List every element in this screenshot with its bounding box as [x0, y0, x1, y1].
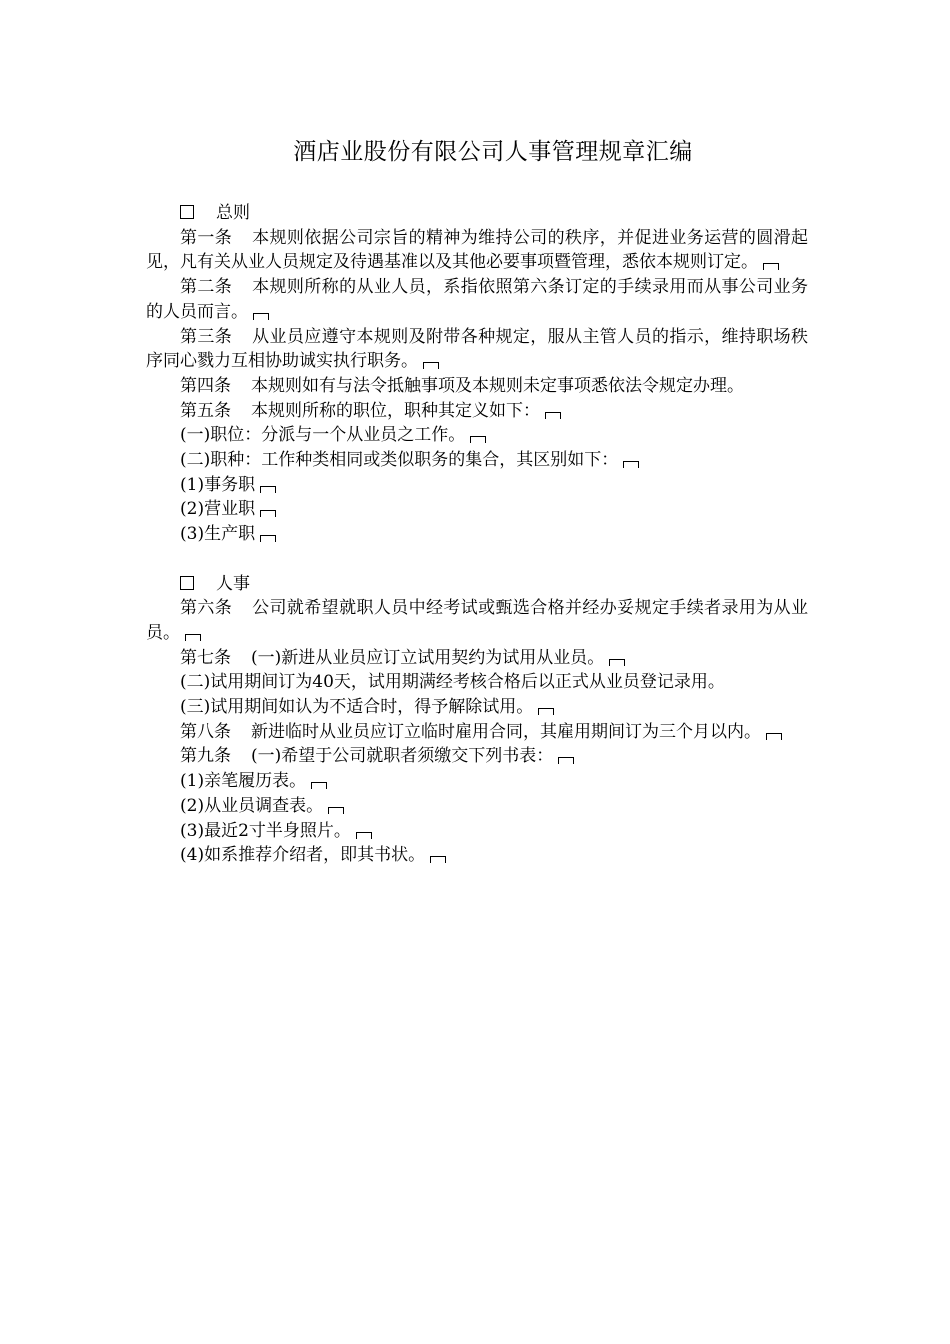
paragraph-mark-icon — [260, 486, 276, 493]
paragraph-mark-icon — [260, 510, 276, 517]
list-item-text: (3)生产职 — [180, 524, 256, 545]
list-item — [146, 843, 808, 868]
paragraph-mark-icon — [185, 634, 201, 641]
checkbox-square-icon — [180, 205, 194, 219]
article-paragraph — [146, 275, 808, 324]
paragraph-mark-icon — [766, 733, 782, 740]
paragraph-mark-icon — [253, 313, 269, 320]
list-item — [146, 695, 808, 720]
article-number: 第二条 — [180, 277, 233, 298]
article-paragraph — [146, 744, 808, 769]
paragraph-mark-icon — [609, 659, 625, 666]
list-item — [146, 794, 808, 819]
article-text: 本规则所称的从业人员，系指依照第六条订定的手续录用而从事公司业务的人员而言。 — [146, 277, 809, 322]
list-item — [146, 819, 808, 844]
list-item — [146, 522, 808, 547]
list-item-text: (1)亲笔履历表。 — [180, 771, 307, 792]
list-item — [146, 423, 808, 448]
article-text: 新进临时从业员应订立临时雇用合同，其雇用期间订为三个月以内。 — [251, 721, 761, 742]
article-text: (一)希望于公司就职者须缴交下列书表： — [251, 746, 554, 767]
paragraph-mark-icon — [311, 782, 327, 789]
article-paragraph — [146, 646, 808, 671]
list-item-text: (4)如系推荐介绍者，即其书状。 — [180, 845, 426, 866]
paragraph-mark-icon — [763, 263, 779, 270]
article-number: 第七条 — [180, 647, 231, 668]
list-item — [146, 497, 808, 522]
list-item — [146, 448, 808, 473]
list-item-text: (二)职种：工作种类相同或类似职务的集合，其区别如下： — [180, 450, 619, 471]
list-item-text: (一)职位：分派与一个从业员之工作。 — [180, 425, 466, 446]
article-paragraph — [146, 226, 808, 275]
article-number: 第六条 — [180, 598, 233, 619]
paragraph-mark-icon — [470, 436, 486, 443]
list-item-text: (2)营业职 — [180, 499, 256, 520]
section-heading: 人事 — [146, 572, 808, 597]
list-item — [146, 473, 808, 498]
list-item-text: (2)从业员调查表。 — [180, 795, 324, 816]
article-paragraph — [146, 399, 808, 424]
list-item-text: (3)最近2寸半身照片。 — [180, 820, 351, 841]
article-number: 第九条 — [180, 746, 231, 767]
document-title: 酒店业股份有限公司人事管理规章汇编 — [293, 139, 693, 165]
checkbox-square-icon — [180, 576, 194, 590]
article-text: 本规则所称的职位，职种其定义如下： — [251, 400, 540, 421]
paragraph-mark-icon — [545, 412, 561, 419]
paragraph-mark-icon — [356, 832, 372, 839]
document-body — [146, 201, 808, 868]
article-number: 第五条 — [180, 400, 231, 421]
list-item — [146, 769, 808, 794]
article-number: 第三条 — [180, 326, 233, 347]
paragraph-mark-icon — [430, 856, 446, 863]
article-paragraph — [146, 325, 808, 374]
paragraph-mark-icon — [328, 807, 344, 814]
section-spacer — [146, 547, 808, 572]
article-number: 第一条 — [180, 227, 233, 248]
list-item-text: (1)事务职 — [180, 474, 256, 495]
article-number: 第四条 — [180, 375, 231, 396]
article-number: 第八条 — [180, 721, 231, 742]
article-paragraph — [146, 596, 808, 645]
article-paragraph — [146, 374, 808, 399]
article-text: 公司就希望就职人员中经考试或甄选合格并经办妥规定手续者录用为从业员。 — [146, 598, 809, 643]
paragraph-mark-icon — [423, 362, 439, 369]
list-item-text: (三)试用期间如认为不适合时，得予解除试用。 — [180, 697, 534, 718]
list-item-text: (二)试用期间订为40天，试用期满经考核合格后以正式从业员登记录用。 — [180, 672, 725, 693]
paragraph-mark-icon — [538, 708, 554, 715]
paragraph-mark-icon — [260, 535, 276, 542]
article-paragraph — [146, 720, 808, 745]
list-item — [146, 670, 808, 695]
section-heading: 总则 — [146, 201, 808, 226]
paragraph-mark-icon — [623, 461, 639, 468]
paragraph-mark-icon — [558, 757, 574, 764]
article-text: 本规则依据公司宗旨的精神为维持公司的秩序，并促进业务运营的圆滑起见，凡有关从业人员规定及待遇基准以及其他必要事项暨管理，悉依本规则订定。 — [146, 227, 809, 273]
article-text: 本规则如有与法令抵触事项及本规则未定事项悉依法令规定办理。 — [251, 375, 744, 396]
article-text: 从业员应遵守本规则及附带各种规定，服从主管人员的指示，维持职场秩序同心戮力互相协助诚实执行职务。 — [146, 326, 809, 372]
article-text: (一)新进从业员应订立试用契约为试用从业员。 — [251, 647, 605, 668]
